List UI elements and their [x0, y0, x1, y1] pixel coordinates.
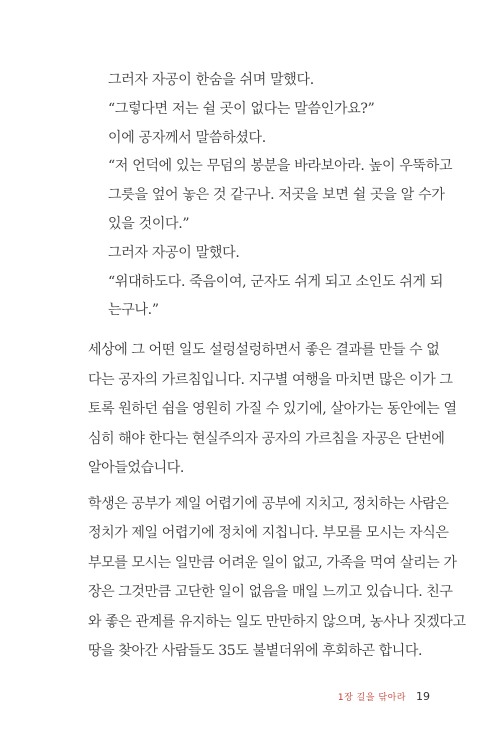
dialogue-line: “위대하도다. 죽음이여, 군자도 쉬게 되고 소인도 쉬게 되: [108, 273, 444, 290]
text-line: 땅을 찾아간 사람들도 35도 불볕더위에 후회하곤 합니다.: [88, 643, 423, 659]
text-line: 토록 원하던 쉼을 영원히 가질 수 있기에, 살아가는 동안에는 열: [88, 401, 457, 417]
text-line: 알아들었습니다.: [88, 460, 184, 476]
text-line: 부모를 모시는 일만큼 어려운 일이 없고, 가족을 먹여 살리는 가: [88, 554, 457, 571]
text-line: 정치가 제일 어렵기에 정치에 지칩니다. 부모를 모시는 자식은: [88, 525, 449, 541]
dialogue-line: “그렇다면 저는 쉴 곳이 없다는 말씀인가요?”: [108, 100, 375, 117]
dialogue-line: 그러자 자공이 말했다.: [108, 244, 240, 261]
dialogue-line: “저 언덕에 있는 무덤의 봉분을 바라보아라. 높이 우뚝하고: [108, 158, 453, 175]
dialogue-line: 이에 공자께서 말씀하셨다.: [108, 129, 266, 146]
paragraph-2: [88, 490, 466, 667]
dialogue-line: 는구나.”: [108, 302, 159, 319]
chapter-title: 1장 길을 닦아라: [337, 693, 406, 703]
text-line: 다는 공자의 가르침입니다. 지구별 여행을 마치면 많은 이가 그: [88, 371, 453, 388]
text-line: 학생은 공부가 제일 어렵기에 공부에 지치고, 정치하는 사람은: [88, 495, 449, 512]
paragraph-1: [88, 336, 457, 484]
dialogue-line: 그러자 자공이 한숨을 쉬며 말했다.: [108, 72, 314, 88]
body-text: [88, 336, 466, 667]
page-number: 19: [416, 690, 430, 703]
dialogue-line: 그릇을 엎어 놓은 것 같구나. 저곳을 보면 쉴 곳을 알 수가: [108, 187, 445, 204]
text-line: 심히 해야 한다는 현실주의자 공자의 가르침을 자공은 단번에: [88, 430, 445, 447]
text-line: 장은 그것만큼 고단한 일이 없음을 매일 느끼고 있습니다. 친구: [88, 584, 453, 600]
dialogue-line: 있을 것이다.”: [108, 215, 190, 232]
page-footer: [338, 690, 430, 703]
dialogue-block: [108, 66, 453, 325]
text-line: 와 좋은 관계를 유지하는 일도 만만하지 않으며, 농사나 짓겠다고: [88, 613, 466, 630]
text-line: 세상에 그 어떤 일도 설렁설렁하면서 좋은 결과를 만들 수 없: [88, 342, 440, 358]
